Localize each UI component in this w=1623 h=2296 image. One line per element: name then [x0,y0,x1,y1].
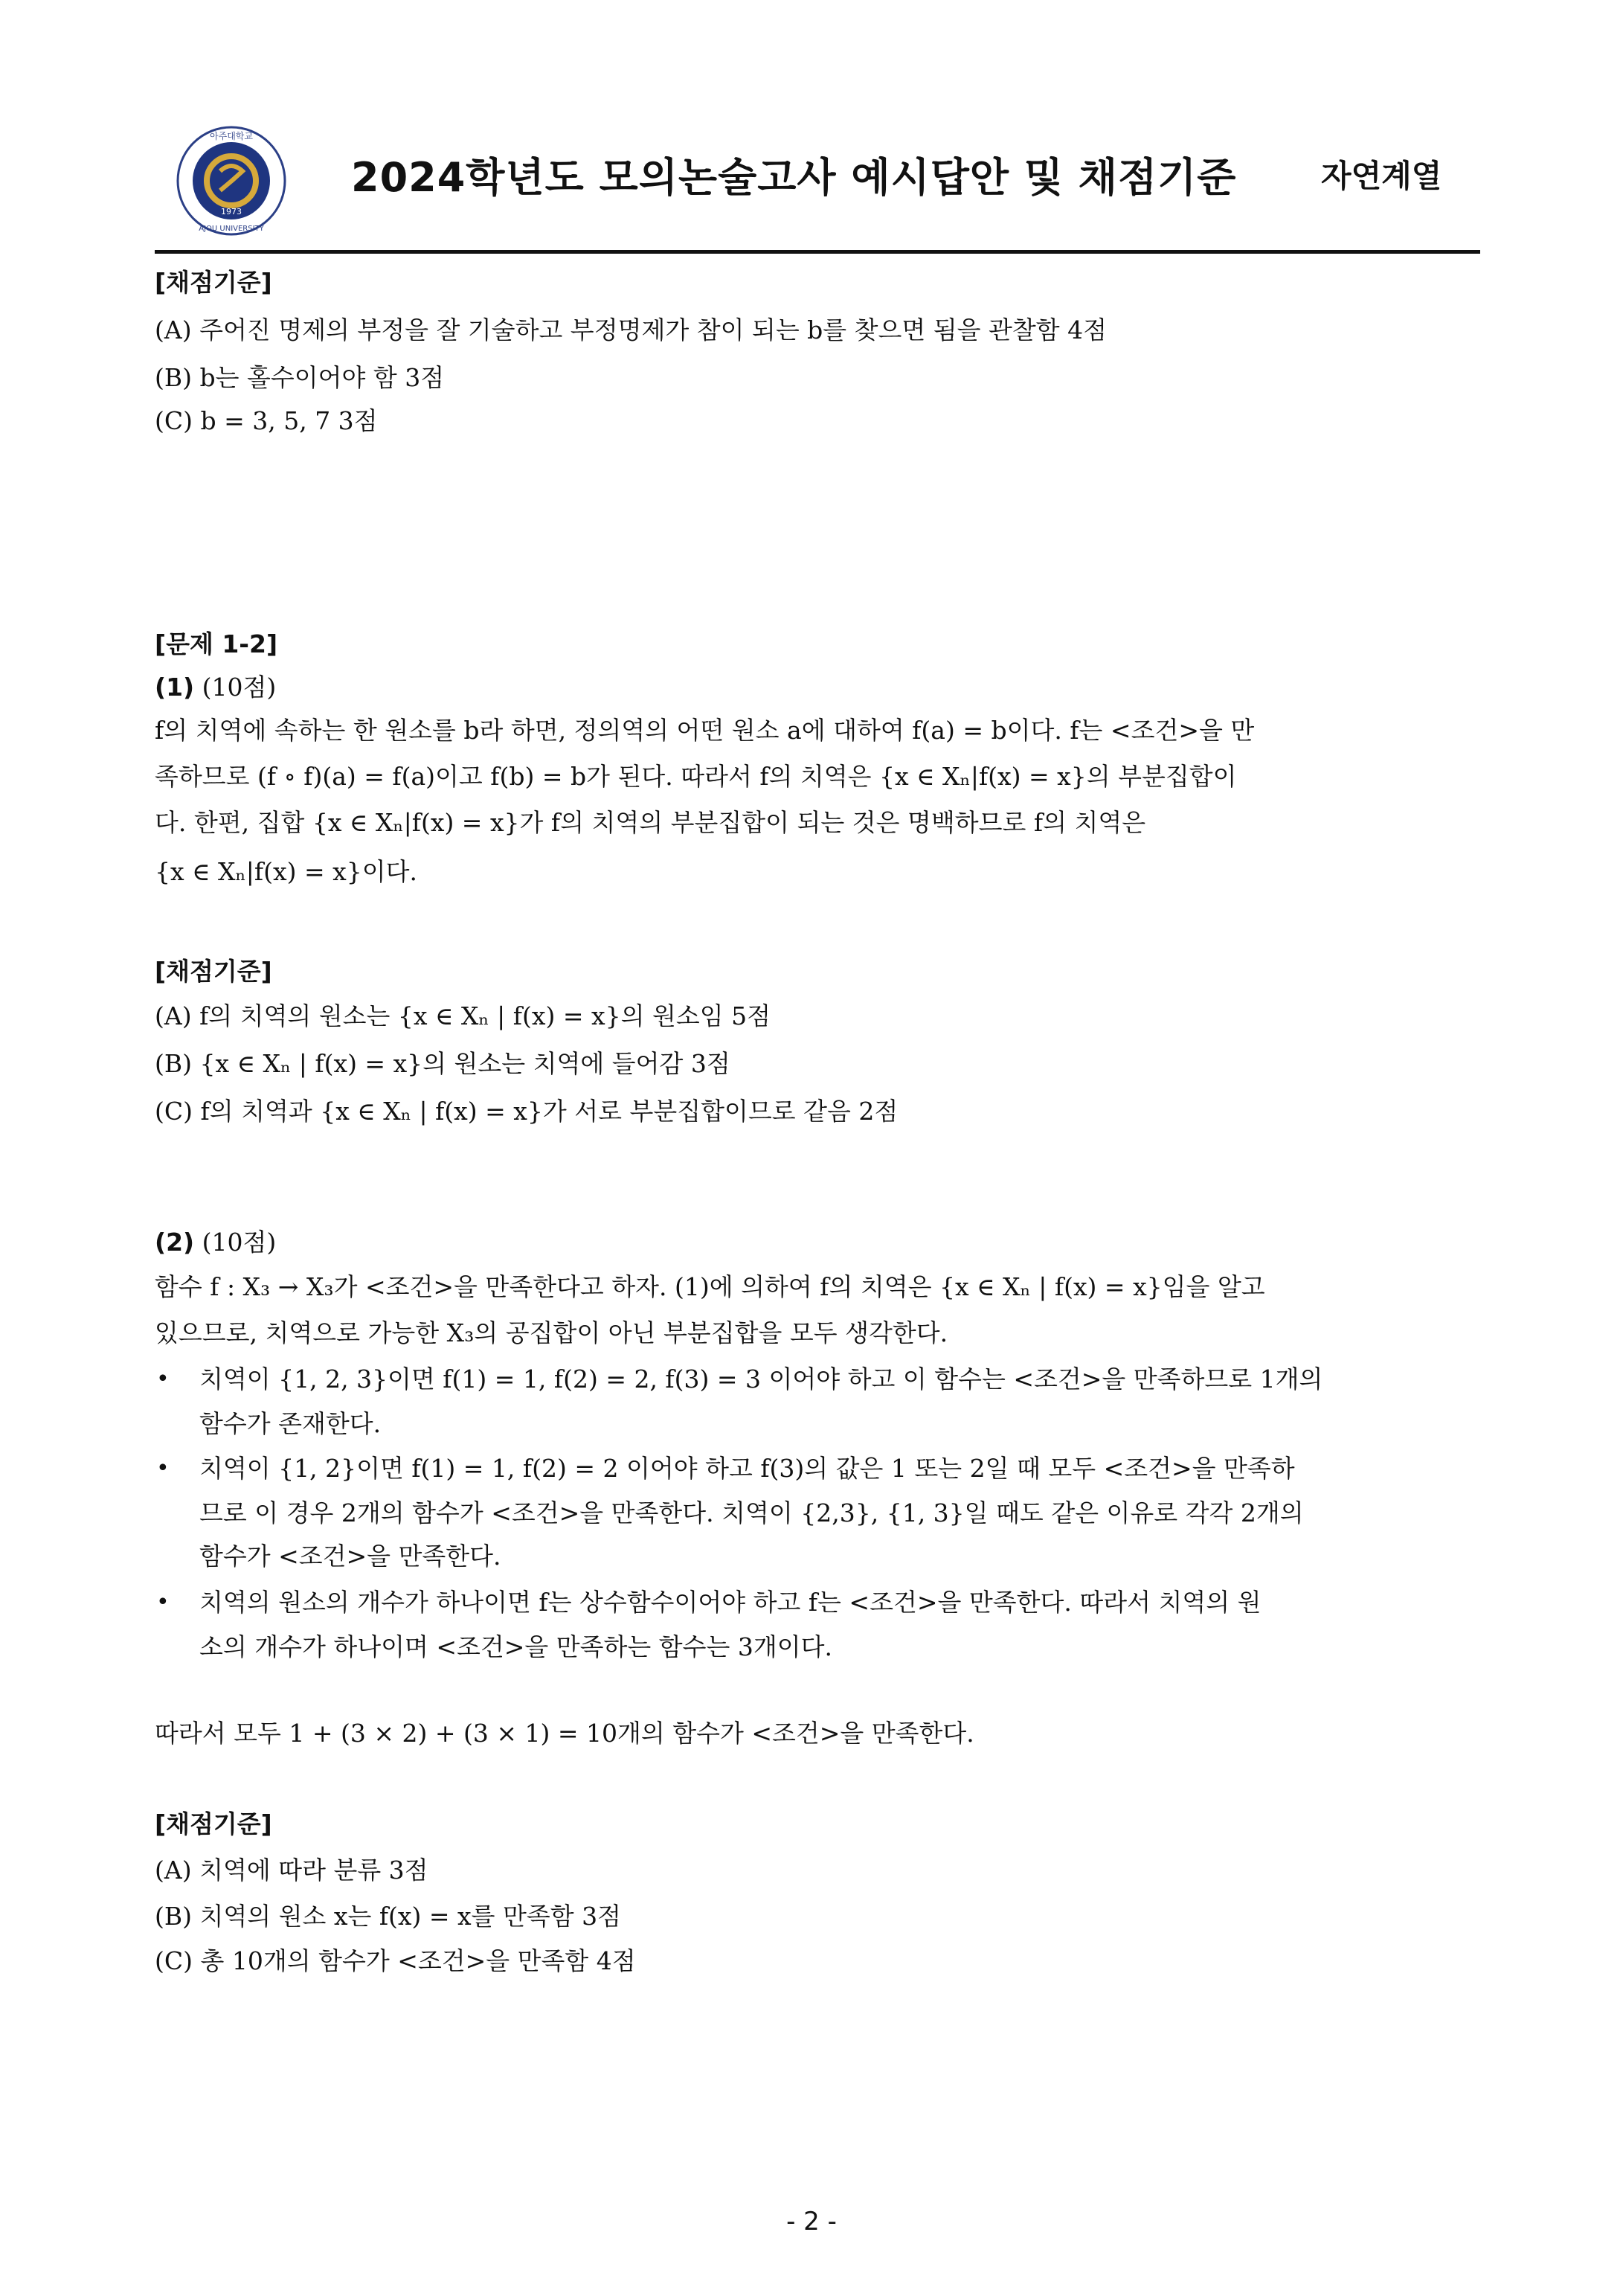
criteria-item: (B) b는 홀수이어야 함 3점 [155,363,445,392]
part1-heading [155,673,276,702]
problem-heading: [문제 1-2] [155,629,278,658]
bullet-icon: • [156,1455,170,1481]
criteria-heading: [채점기준] [155,957,272,986]
bullet-line: 므로 이 경우 2개의 함수가 <조건>을 만족한다. 치역이 {2,3}, {1, 3}일 때도 같은 이유로 각각 2개의 [199,1498,1304,1527]
part1-paragraph-line: {x ∈ Xₙ|f(x) = x}이다. [155,857,417,886]
part-points: (10점) [202,1228,277,1257]
bullet-icon: • [156,1366,170,1392]
part1-paragraph-line: f의 치역에 속하는 한 원소를 b라 하면, 정의역의 어떤 원소 a에 대하여 f(a) = b이다. f는 <조건>을 만 [155,716,1255,745]
bullet-line: 치역의 원소의 개수가 하나이면 f는 상수함수이어야 하고 f는 <조건>을 만족한다. 따라서 치역의 원 [199,1588,1262,1617]
criteria-item: (A) 주어진 명제의 부정을 잘 기술하고 부정명제가 참이 되는 b를 찾으면 됨을 관찰함 4점 [155,315,1108,344]
document-category: 자연계열 [1321,158,1442,194]
part1-paragraph-line: 다. 한편, 집합 {x ∈ Xₙ|f(x) = x}가 f의 치역의 부분집합이 되는 것은 명백하므로 f의 치역은 [155,808,1146,837]
logo-bottom-text: AJOU UNIVERSITY [199,225,264,233]
part1-paragraph-line: 족하므로 (f ∘ f)(a) = f(a)이고 f(b) = b가 된다. 따라서 f의 치역은 {x ∈ Xₙ|f(x) = x}의 부분집합이 [155,762,1237,791]
bullet-line: 소의 개수가 하나이며 <조건>을 만족하는 함수는 3개이다. [199,1632,833,1661]
logo-year: 1973 [221,207,242,217]
bullet-line: 치역이 {1, 2, 3}이면 f(1) = 1, f(2) = 2, f(3) = 3 이어야 하고 이 함수는 <조건>을 만족하므로 1개의 [199,1365,1323,1394]
part2-intro-line: 함수 f : X₃ → X₃가 <조건>을 만족한다고 하자. (1)에 의하여 f의 치역은 {x ∈ Xₙ | f(x) = x}임을 알고 [155,1272,1265,1301]
part-label: (1) [155,673,195,702]
criteria-item: (C) 총 10개의 함수가 <조건>을 만족함 4점 [155,1946,636,1975]
ajou-university-logo [176,125,287,237]
page-number: - 2 - [786,2207,837,2236]
part2-conclusion: 따라서 모두 1 + (3 × 2) + (3 × 1) = 10개의 함수가 <조건>을 만족한다. [155,1719,974,1748]
part-points: (10점) [202,673,277,702]
part2-heading [155,1228,276,1257]
bullet-icon: • [156,1589,170,1615]
part-label: (2) [155,1228,195,1257]
criteria-item: (B) 치역의 원소 x는 f(x) = x를 만족함 3점 [155,1902,622,1931]
criteria-item: (C) b = 3, 5, 7 3점 [155,406,378,435]
logo-top-text: 아주대학교 [210,131,253,141]
criteria-item: (A) f의 치역의 원소는 {x ∈ Xₙ | f(x) = x}의 원소임 5점 [155,1001,771,1030]
bullet-line: 치역이 {1, 2}이면 f(1) = 1, f(2) = 2 이어야 하고 f(3)의 값은 1 또는 2일 때 모두 <조건>을 만족하 [199,1454,1295,1483]
criteria-item: (A) 치역에 따라 분류 3점 [155,1856,428,1885]
criteria-item: (C) f의 치역과 {x ∈ Xₙ | f(x) = x}가 서로 부분집합이므로 같음 2점 [155,1097,899,1126]
part2-intro-line: 있으므로, 치역으로 가능한 X₃의 공집합이 아닌 부분집합을 모두 생각한다. [155,1318,948,1347]
criteria-item: (B) {x ∈ Xₙ | f(x) = x}의 원소는 치역에 들어감 3점 [155,1049,730,1078]
criteria-heading: [채점기준] [155,1809,272,1838]
document-title: 2024학년도 모의논술고사 예시답안 및 채점기준 [351,154,1237,201]
bullet-line: 함수가 존재한다. [199,1409,382,1438]
header-divider [155,250,1480,254]
criteria-heading: [채점기준] [155,268,272,297]
bullet-line: 함수가 <조건>을 만족한다. [199,1542,501,1571]
